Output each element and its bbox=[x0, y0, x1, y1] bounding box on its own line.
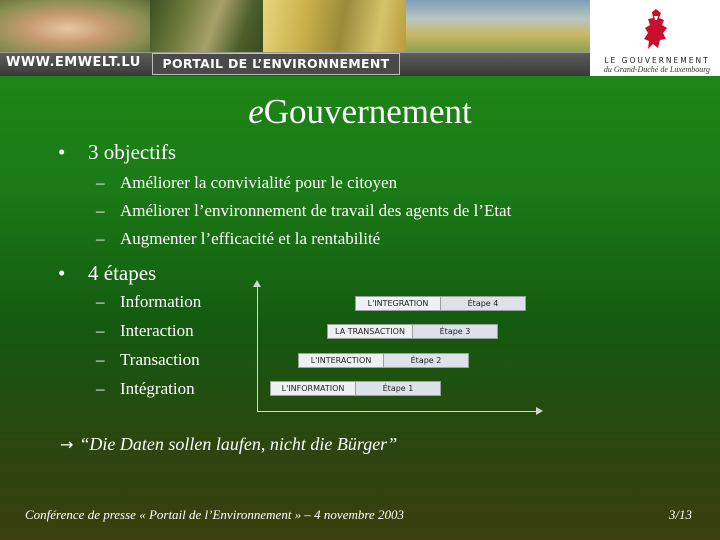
diagram-step-label: Étape 3 bbox=[413, 325, 497, 338]
government-subtitle: du Grand-Duché de Luxembourg bbox=[603, 65, 711, 74]
government-title: LE GOUVERNEMENT bbox=[604, 56, 710, 65]
footer-caption: Conférence de presse « Portail de l’Environnement » – 4 novembre 2003 bbox=[25, 507, 404, 522]
diagram-step-1 bbox=[270, 381, 441, 396]
dash-icon: – bbox=[96, 321, 105, 340]
bullet-objectives bbox=[58, 140, 176, 165]
title-prefix: e bbox=[248, 92, 264, 131]
site-url[interactable]: WWW.EMWELT.LU bbox=[6, 55, 141, 70]
objective-item: – Améliorer la convivialité pour le citoyen bbox=[96, 173, 398, 192]
diagram-step-name: L'INTERACTION bbox=[299, 354, 384, 367]
bullet-dot-icon: • bbox=[58, 140, 66, 164]
diagram-x-axis bbox=[257, 411, 537, 412]
title-main: Gouvernement bbox=[263, 92, 472, 131]
step-item: – Interaction bbox=[96, 321, 194, 340]
portal-title[interactable]: PORTAIL DE L’ENVIRONNEMENT bbox=[152, 53, 400, 75]
bullet-steps bbox=[58, 261, 156, 286]
dash-icon: – bbox=[96, 173, 105, 192]
step-item: – Information bbox=[96, 292, 202, 311]
dash-icon: – bbox=[96, 292, 105, 311]
diagram-step-name: L'INFORMATION bbox=[271, 382, 356, 395]
quote bbox=[60, 434, 397, 455]
banner-photo-child bbox=[0, 0, 150, 52]
objective-item: – Améliorer l’environnement de travail des agents de l’Etat bbox=[96, 201, 512, 220]
page-number: 3/13 bbox=[668, 507, 692, 522]
step-item: – Intégration bbox=[96, 379, 195, 398]
dash-icon: – bbox=[96, 379, 105, 398]
diagram-y-axis bbox=[257, 286, 258, 412]
diagram-step-label: Étape 2 bbox=[384, 354, 468, 367]
dash-icon: – bbox=[96, 201, 105, 220]
slide-title bbox=[0, 92, 720, 132]
diagram-step-label: Étape 1 bbox=[356, 382, 440, 395]
steps-diagram bbox=[250, 280, 550, 420]
diagram-step-2 bbox=[298, 353, 469, 368]
banner-photo-forest bbox=[150, 0, 263, 52]
diagram-step-label: Étape 4 bbox=[441, 297, 525, 310]
steps-heading: 4 étapes bbox=[88, 261, 157, 285]
diagram-x-arrow-icon bbox=[536, 407, 543, 415]
diagram-step-name: LA TRANSACTION bbox=[328, 325, 413, 338]
banner-photo-trees bbox=[263, 0, 406, 52]
lion-icon bbox=[636, 6, 676, 52]
step-item: – Transaction bbox=[96, 350, 200, 369]
objectives-heading: 3 objectifs bbox=[88, 140, 177, 164]
bullet-dot-icon: • bbox=[58, 261, 66, 285]
diagram-step-3 bbox=[327, 324, 498, 339]
quote-text: “Die Daten sollen laufen, nicht die Bürger” bbox=[79, 434, 398, 454]
diagram-y-arrow-icon bbox=[253, 280, 261, 287]
diagram-step-name: L'INTEGRATION bbox=[356, 297, 441, 310]
right-arrow-icon: → bbox=[60, 435, 74, 454]
dash-icon: – bbox=[96, 350, 105, 369]
objective-item: – Augmenter l’efficacité et la rentabilité bbox=[96, 229, 381, 248]
diagram-step-4 bbox=[355, 296, 526, 311]
dash-icon: – bbox=[96, 229, 105, 248]
